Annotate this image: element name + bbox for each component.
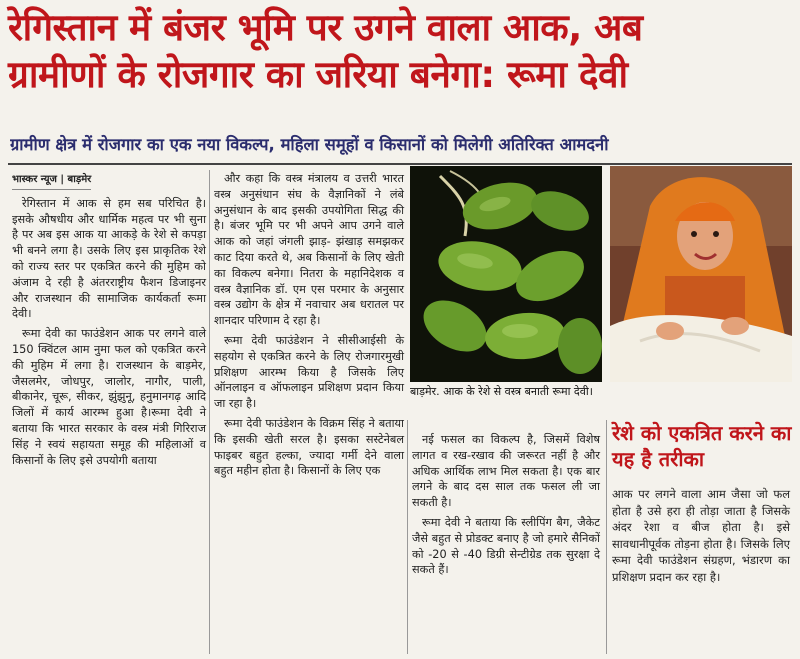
dateline: भास्कर न्यूज | बाड़मेर <box>12 172 91 190</box>
article-column-3 <box>412 432 600 582</box>
article-column-2 <box>214 171 404 483</box>
column-divider <box>407 420 408 654</box>
sidebar-box-text <box>612 486 790 589</box>
photo-caption: बाड़मेर. आक के रेशे से वस्त्र बनाती रूमा देवी। <box>410 385 593 398</box>
headline-line-1: रेगिस्तान में बंजर भूमि पर उगने वाला आक, अब <box>8 6 643 49</box>
sidebar-box-title: रेशे को एकत्रित करने का यह है तरीका <box>612 421 792 471</box>
header-rule <box>8 163 792 165</box>
column-divider <box>606 420 607 654</box>
article-paragraph: रेगिस्तान में आक से हम सब परिचित है। इसके औषधीय और धार्मिक महत्व पर भी सुना है पर अब इस आक या आकड़े के रेशे से कपड़ा भी बनने लगा है। उसके लिए इस प्राकृतिक रेशे को राज्य स्तर पर एकत्रित करने की मुहिम को अंजाम दे रही है अंतरराष्ट्रीय फैशन डिजाइनर और राजस्थान की सामाजिक कार्यकर्ता रूमा देवी। <box>12 196 206 321</box>
headline <box>8 4 792 98</box>
sidebar-paragraph: आक पर लगने वाला आम जैसा जो फल होता है उसे हरा ही तोड़ा जाता है जिसके अंदर रेशा व बीज होता है। इसे सावधानीपूर्वक तोड़ना होता है। जिसके लिए रूमा देवी फाउंडेशन संग्रहण, भंडारण का प्रशिक्षण प्रदान कर रहा है। <box>612 487 790 584</box>
article-paragraph: रूमा देवी फाउंडेशन के विक्रम सिंह ने बताया कि इसकी खेती सरल है। इसका सस्टेनेबल फाइबर बहुत हल्का, ज्यादा गर्मी देने वाला बहुत महीन होता है। किसानों के लिए एक <box>214 416 404 478</box>
article-paragraph: रूमा देवी का फाउंडेशन आक पर लगने वाले 150 क्विंटल आम नुमा फल को एकत्रित करने की मुहिम में लगा है। राजस्थान के बाड़मेर, जैसलमेर, जोधपुर, जालोर, नागौर, पाली, बीकानेर, चूरू, सीकर, झुंझुनू, हनुमानगढ़ आदि जिलों में कार्य आरम्भ हुआ है।रूमा देवी ने बताया कि भारत सरकार के वस्त्र मंत्री गिरिराज सिंह ने स्वयं सहायता समूह की महिलाओं व किसानों के लिए इसे उपयोगी बताया <box>12 327 206 467</box>
article-column-1 <box>12 171 206 472</box>
subheadline: ग्रामीण क्षेत्र में रोजगार का एक नया विकल्प, महिला समूहों व किसानों को मिलेगी अतिरिक्त आमदनी <box>10 135 609 154</box>
column-divider <box>209 170 210 654</box>
aak-pods-illustration <box>410 166 602 382</box>
article-paragraph: नई फसल का विकल्प है, जिसमें विशेष लागत व रख-रखाव की जरूरत नहीं है और अधिक आर्थिक लाभ मिल सकता है। एक बार लगने के बाद दस साल तक फसल ली जा सकती है। <box>412 433 600 510</box>
ruma-devi-photo <box>610 166 792 382</box>
headline-line-2: ग्रामीणों के रोजगार का जरिया बनेगा: रूमा देवी <box>8 53 628 96</box>
woman-with-fabric-illustration <box>610 166 792 382</box>
article-paragraph: और कहा कि वस्त्र मंत्रालय व उत्तरी भारत वस्त्र अनुसंधान संघ के वैज्ञानिकों ने लंबे अनुसंधान के बाद इसकी उपयोगिता सिद्ध की है। बंजर भूमि पर भी अपने आप उगने वाले आक को जहां जंगली झाड़- झंखाड़ समझकर काट दिया करते थे, अब किसानों के लिए खेती का विकल्प बनेगा। नितरा के महानिदेशक व वस्त्र वैज्ञानिक डॉ. एम एस परमार के अनुसार वस्त्र उद्योग के क्षेत्र में नवाचार अब धरातल पर शानदार परिणाम दे रहा है। <box>214 172 404 328</box>
article-paragraph: रूमा देवी फाउंडेशन ने सीसीआईसी के सहयोग से एकत्रित करने के लिए रोजगारमुखी प्रशिक्षण आरम्भ किया है जिसके लिए ऑनलाइन व ऑफलाइन प्रशिक्षण प्रदान किया जा रहा है। <box>214 333 404 411</box>
aak-fruit-photo <box>410 166 602 382</box>
article-paragraph: रूमा देवी ने बताया कि स्लीपिंग बैग, जैकेट जैसे बहुत से प्रोडक्ट बनाए है जो हमारे सैनिकों को -20 से -40 डिग्री सेन्टीग्रेड तक सुरक्षा दे सकते हैं। <box>412 515 600 577</box>
